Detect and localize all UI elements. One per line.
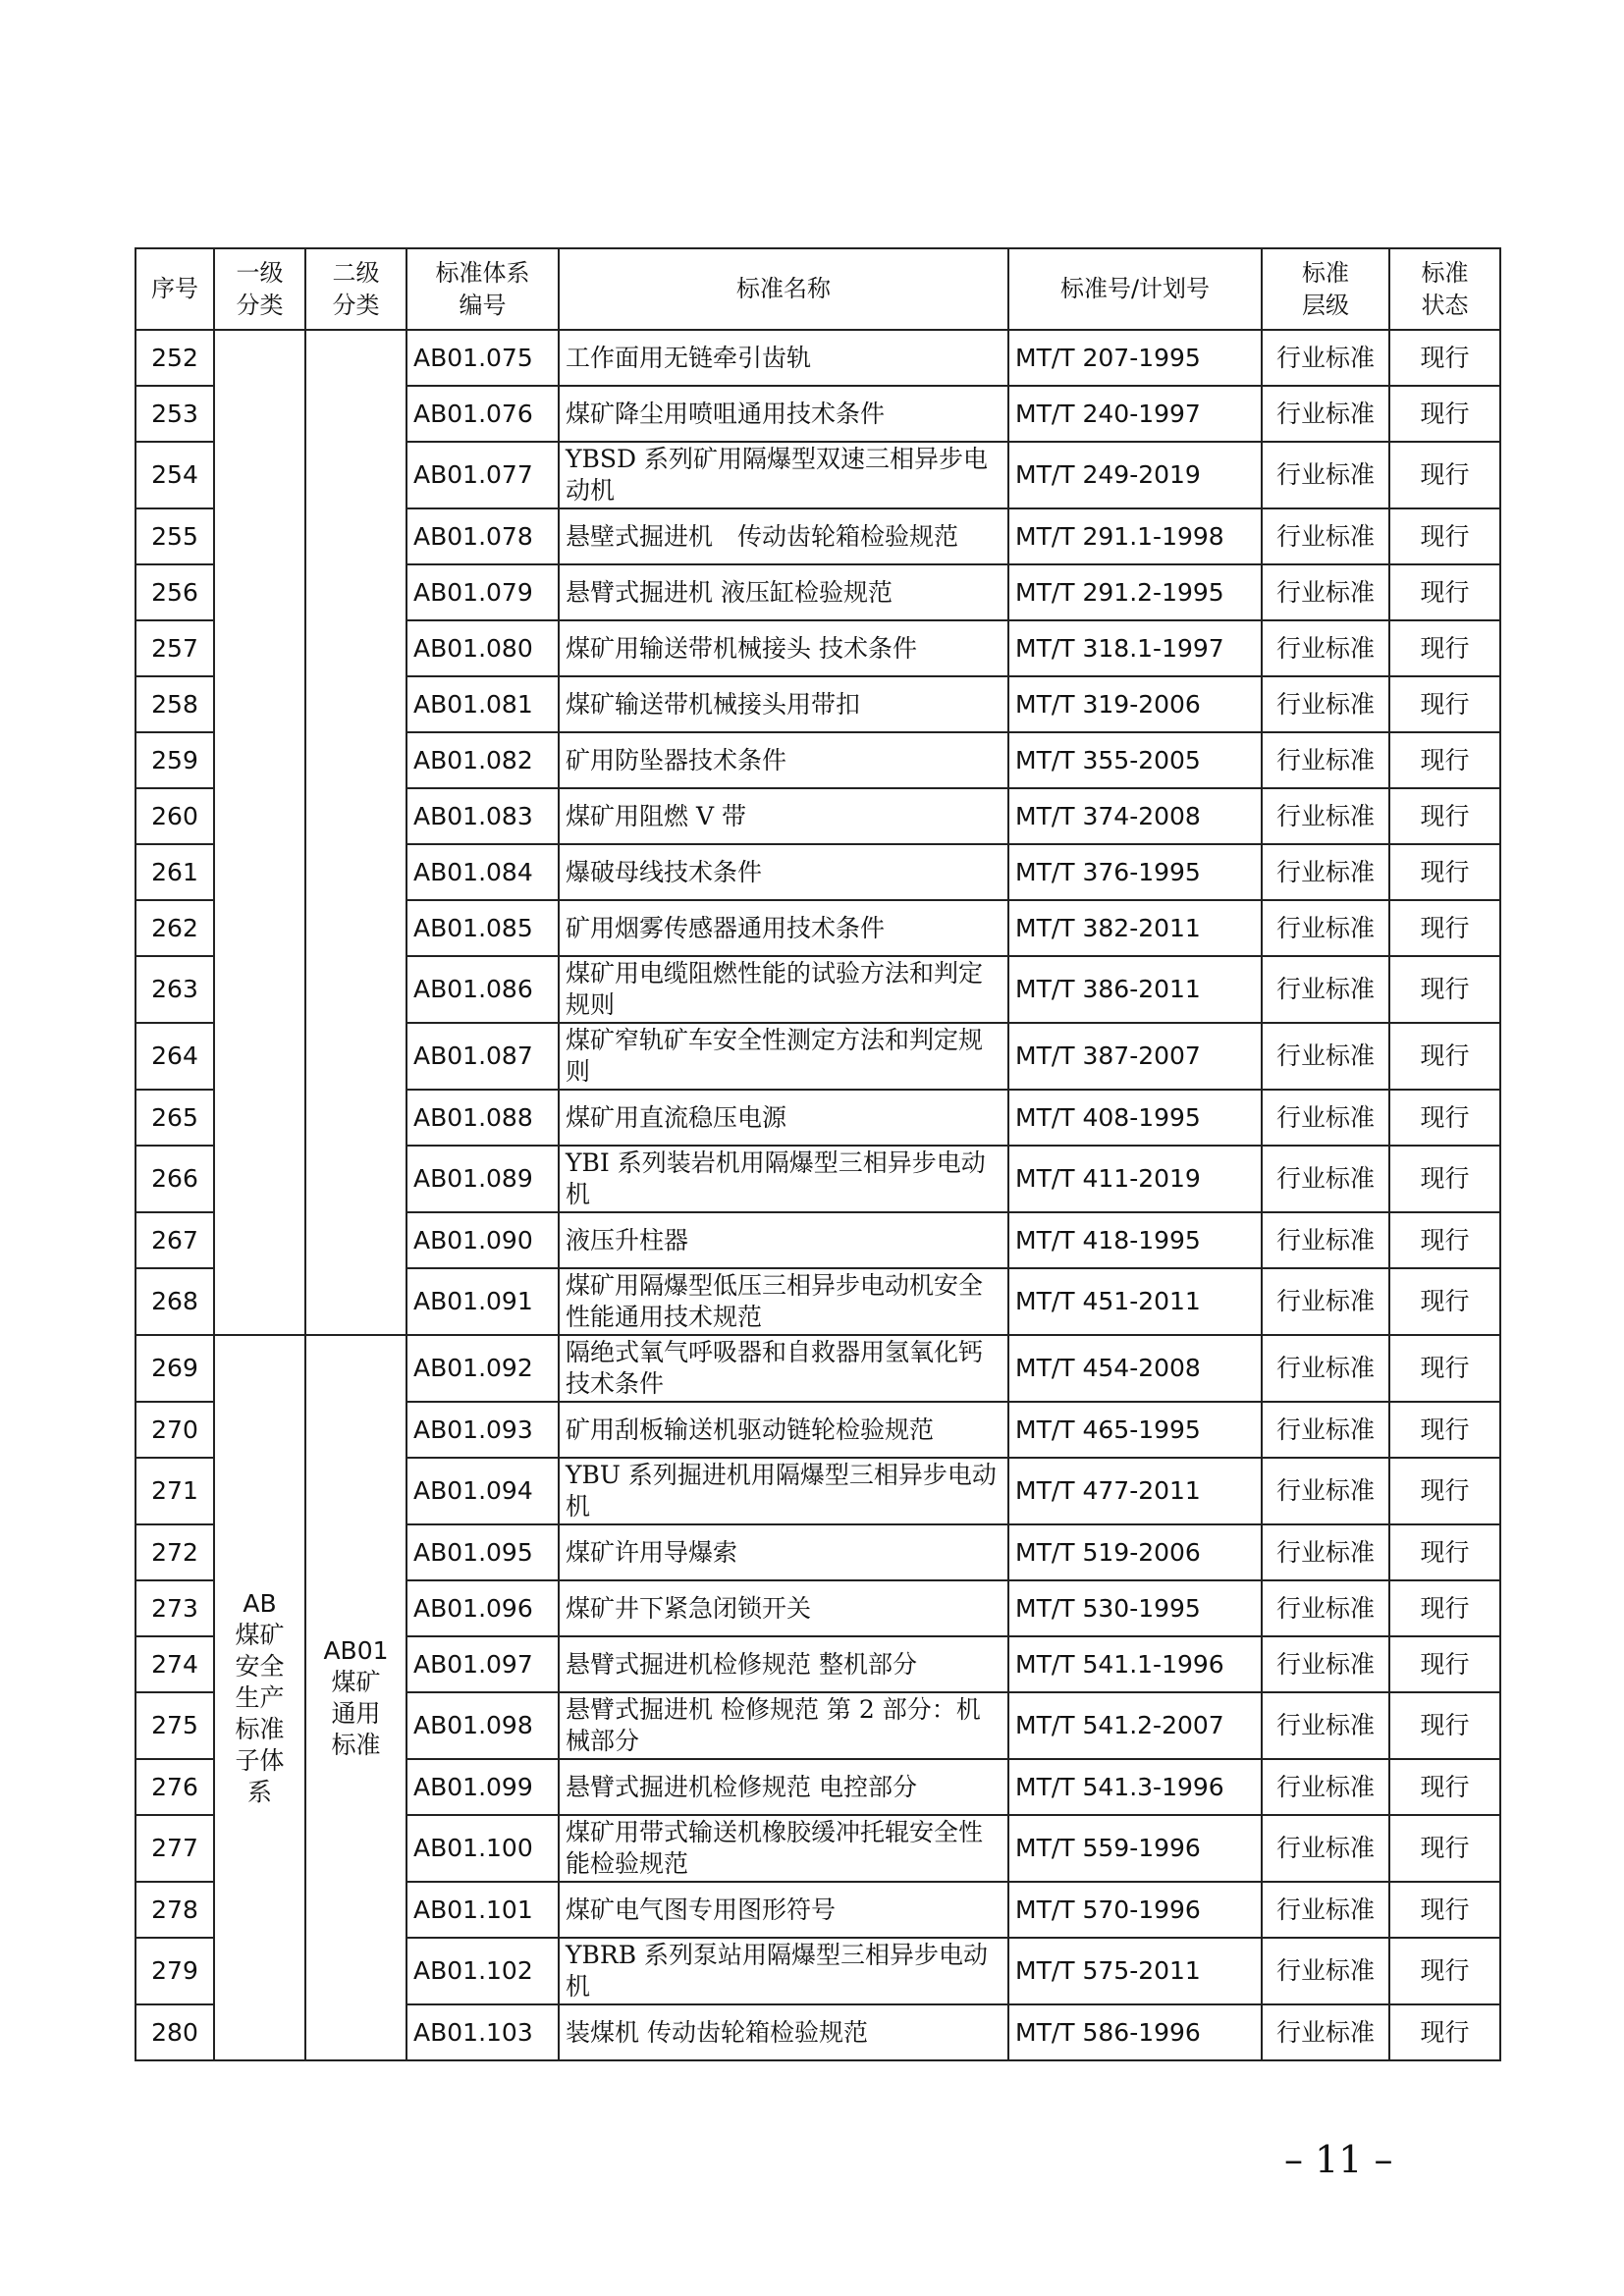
cell-seq: 255 (135, 508, 214, 564)
cell-level: 行业标准 (1262, 844, 1389, 900)
cell-code: AB01.098 (406, 1692, 559, 1759)
header-text-cat1: 一级 分类 (236, 258, 284, 319)
cell-level: 行业标准 (1262, 1023, 1389, 1090)
cell-code: AB01.079 (406, 564, 559, 620)
cell-level: 行业标准 (1262, 1212, 1389, 1268)
cell-seq: 271 (135, 1458, 214, 1524)
cell-level: 行业标准 (1262, 1692, 1389, 1759)
cell-name: 煤矿电气图专用图形符号 (559, 1882, 1008, 1938)
cell-number: MT/T 291.2-1995 (1008, 564, 1262, 620)
cell-status: 现行 (1389, 508, 1500, 564)
cell-number: MT/T 387-2007 (1008, 1023, 1262, 1090)
cell-code: AB01.087 (406, 1023, 559, 1090)
cell-name: 矿用烟雾传感器通用技术条件 (559, 900, 1008, 956)
cell-name: 煤矿降尘用喷咀通用技术条件 (559, 386, 1008, 442)
header-text-cat2: 二级 分类 (332, 258, 380, 319)
cell-status: 现行 (1389, 1636, 1500, 1692)
cell-name: 悬臂式掘进机检修规范 电控部分 (559, 1759, 1008, 1815)
cell-code: AB01.076 (406, 386, 559, 442)
cell-seq: 280 (135, 2004, 214, 2060)
cell-status: 现行 (1389, 956, 1500, 1023)
cell-status: 现行 (1389, 386, 1500, 442)
cell-code: AB01.103 (406, 2004, 559, 2060)
cell-level: 行业标准 (1262, 1402, 1389, 1458)
cell-number: MT/T 570-1996 (1008, 1882, 1262, 1938)
table-row (135, 330, 1500, 386)
cell-level: 行业标准 (1262, 330, 1389, 386)
cell-number: MT/T 418-1995 (1008, 1212, 1262, 1268)
cell-level: 行业标准 (1262, 676, 1389, 732)
cat1-label: AB 煤矿 安全 生产 标准 子体 系 (235, 1588, 285, 1806)
cell-number: MT/T 291.1-1998 (1008, 508, 1262, 564)
cell-code: AB01.097 (406, 1636, 559, 1692)
cell-seq: 276 (135, 1759, 214, 1815)
cell-number: MT/T 451-2011 (1008, 1268, 1262, 1335)
cell-name: 矿用刮板输送机驱动链轮检验规范 (559, 1402, 1008, 1458)
cell-seq: 253 (135, 386, 214, 442)
cell-level: 行业标准 (1262, 442, 1389, 508)
cell-seq: 270 (135, 1402, 214, 1458)
cell-level: 行业标准 (1262, 1938, 1389, 2004)
cell-name: 煤矿井下紧急闭锁开关 (559, 1580, 1008, 1636)
cell-level: 行业标准 (1262, 1580, 1389, 1636)
cell-seq: 263 (135, 956, 214, 1023)
cell-level: 行业标准 (1262, 1458, 1389, 1524)
cell-seq: 264 (135, 1023, 214, 1090)
cell-status: 现行 (1389, 1524, 1500, 1580)
cell-name: YBSD 系列矿用隔爆型双速三相异步电动机 (559, 442, 1008, 508)
cell-status: 现行 (1389, 732, 1500, 788)
cell-code: AB01.094 (406, 1458, 559, 1524)
cell-level: 行业标准 (1262, 508, 1389, 564)
cell-code: AB01.099 (406, 1759, 559, 1815)
cell-number: MT/T 376-1995 (1008, 844, 1262, 900)
cell-code: AB01.091 (406, 1268, 559, 1335)
cell-seq: 258 (135, 676, 214, 732)
header-cat2 (305, 248, 406, 330)
cell-code: AB01.077 (406, 442, 559, 508)
cell-number: MT/T 355-2005 (1008, 732, 1262, 788)
cell-status: 现行 (1389, 2004, 1500, 2060)
cell-name: YBRB 系列泵站用隔爆型三相异步电动机 (559, 1938, 1008, 2004)
cell-name: 悬臂式掘进机 检修规范 第 2 部分：机械部分 (559, 1692, 1008, 1759)
cell-status: 现行 (1389, 620, 1500, 676)
cell-status: 现行 (1389, 1212, 1500, 1268)
cell-seq: 278 (135, 1882, 214, 1938)
cell-name: 煤矿用电缆阻燃性能的试验方法和判定规则 (559, 956, 1008, 1023)
cell-name: 煤矿许用导爆索 (559, 1524, 1008, 1580)
cell-number: MT/T 519-2006 (1008, 1524, 1262, 1580)
cell-number: MT/T 454-2008 (1008, 1335, 1262, 1402)
cell-number: MT/T 541.3-1996 (1008, 1759, 1262, 1815)
cell-name: 煤矿用输送带机械接头 技术条件 (559, 620, 1008, 676)
cell-number: MT/T 586-1996 (1008, 2004, 1262, 2060)
cell-seq: 279 (135, 1938, 214, 2004)
cell-status: 现行 (1389, 900, 1500, 956)
header-status (1389, 248, 1500, 330)
cell-status: 现行 (1389, 564, 1500, 620)
cell-number: MT/T 386-2011 (1008, 956, 1262, 1023)
cell-code: AB01.096 (406, 1580, 559, 1636)
cell-seq: 262 (135, 900, 214, 956)
cell-seq: 261 (135, 844, 214, 900)
cell-name: 煤矿用阻燃 V 带 (559, 788, 1008, 844)
cell-seq: 272 (135, 1524, 214, 1580)
header-text-code: 标准体系 编号 (435, 258, 530, 319)
cell-level: 行业标准 (1262, 1146, 1389, 1212)
cell-level: 行业标准 (1262, 1759, 1389, 1815)
cell-status: 现行 (1389, 1268, 1500, 1335)
cell-name: 煤矿输送带机械接头用带扣 (559, 676, 1008, 732)
cell-code: AB01.078 (406, 508, 559, 564)
cell-status: 现行 (1389, 1402, 1500, 1458)
cell-cat2-group-b (305, 1335, 406, 2060)
cell-name: 液压升柱器 (559, 1212, 1008, 1268)
cell-status: 现行 (1389, 1090, 1500, 1146)
cell-code: AB01.082 (406, 732, 559, 788)
cell-status: 现行 (1389, 1938, 1500, 2004)
cell-seq: 252 (135, 330, 214, 386)
cell-name: 悬臂式掘进机检修规范 整机部分 (559, 1636, 1008, 1692)
table-header-row (135, 248, 1500, 330)
cell-name: 煤矿窄轨矿车安全性测定方法和判定规则 (559, 1023, 1008, 1090)
cell-status: 现行 (1389, 676, 1500, 732)
cell-level: 行业标准 (1262, 1268, 1389, 1335)
cell-name: 隔绝式氧气呼吸器和自救器用氢氧化钙技术条件 (559, 1335, 1008, 1402)
cell-code: AB01.095 (406, 1524, 559, 1580)
cell-level: 行业标准 (1262, 1882, 1389, 1938)
cell-code: AB01.084 (406, 844, 559, 900)
cell-status: 现行 (1389, 1759, 1500, 1815)
header-code (406, 248, 559, 330)
cell-level: 行业标准 (1262, 1524, 1389, 1580)
cell-seq: 260 (135, 788, 214, 844)
cell-cat1-group-a (214, 330, 305, 1335)
cell-status: 现行 (1389, 442, 1500, 508)
cell-status: 现行 (1389, 1146, 1500, 1212)
cell-level: 行业标准 (1262, 386, 1389, 442)
header-number: 标准号/计划号 (1008, 248, 1262, 330)
cell-cat1-group-b (214, 1335, 305, 2060)
cell-status: 现行 (1389, 1580, 1500, 1636)
cell-code: AB01.089 (406, 1146, 559, 1212)
cell-status: 现行 (1389, 1335, 1500, 1402)
cell-name: YBI 系列装岩机用隔爆型三相异步电动机 (559, 1146, 1008, 1212)
cell-name: 煤矿用直流稳压电源 (559, 1090, 1008, 1146)
cell-seq: 275 (135, 1692, 214, 1759)
cell-name: 装煤机 传动齿轮箱检验规范 (559, 2004, 1008, 2060)
cell-seq: 254 (135, 442, 214, 508)
cell-number: MT/T 240-1997 (1008, 386, 1262, 442)
cell-name: 工作面用无链牵引齿轨 (559, 330, 1008, 386)
cell-level: 行业标准 (1262, 788, 1389, 844)
cell-seq: 273 (135, 1580, 214, 1636)
cell-level: 行业标准 (1262, 620, 1389, 676)
cell-name: 矿用防坠器技术条件 (559, 732, 1008, 788)
table-row (135, 1335, 1500, 1402)
cell-number: MT/T 559-1996 (1008, 1815, 1262, 1882)
header-text-level: 标准 层级 (1302, 258, 1349, 319)
cell-number: MT/T 530-1995 (1008, 1580, 1262, 1636)
cell-level: 行业标准 (1262, 2004, 1389, 2060)
cell-seq: 267 (135, 1212, 214, 1268)
cell-number: MT/T 318.1-1997 (1008, 620, 1262, 676)
cell-level: 行业标准 (1262, 900, 1389, 956)
cell-status: 现行 (1389, 844, 1500, 900)
header-cat1 (214, 248, 305, 330)
cell-number: MT/T 411-2019 (1008, 1146, 1262, 1212)
cell-code: AB01.086 (406, 956, 559, 1023)
cell-number: MT/T 477-2011 (1008, 1458, 1262, 1524)
cell-name: 煤矿用带式输送机橡胶缓冲托辊安全性能检验规范 (559, 1815, 1008, 1882)
cell-seq: 277 (135, 1815, 214, 1882)
cell-level: 行业标准 (1262, 956, 1389, 1023)
cell-code: AB01.100 (406, 1815, 559, 1882)
cell-code: AB01.093 (406, 1402, 559, 1458)
cell-code: AB01.085 (406, 900, 559, 956)
cell-name: 悬臂式掘进机 液压缸检验规范 (559, 564, 1008, 620)
cell-seq: 269 (135, 1335, 214, 1402)
cell-code: AB01.090 (406, 1212, 559, 1268)
cell-code: AB01.083 (406, 788, 559, 844)
cell-code: AB01.101 (406, 1882, 559, 1938)
cell-name: 悬壁式掘进机 传动齿轮箱检验规范 (559, 508, 1008, 564)
header-text-status: 标准 状态 (1421, 258, 1469, 319)
cell-seq: 268 (135, 1268, 214, 1335)
cell-code: AB01.081 (406, 676, 559, 732)
cell-code: AB01.088 (406, 1090, 559, 1146)
cell-number: MT/T 249-2019 (1008, 442, 1262, 508)
header-level (1262, 248, 1389, 330)
cell-level: 行业标准 (1262, 564, 1389, 620)
cell-code: AB01.092 (406, 1335, 559, 1402)
cell-number: MT/T 541.1-1996 (1008, 1636, 1262, 1692)
cell-level: 行业标准 (1262, 1815, 1389, 1882)
cell-status: 现行 (1389, 1458, 1500, 1524)
cell-number: MT/T 319-2006 (1008, 676, 1262, 732)
cell-level: 行业标准 (1262, 1636, 1389, 1692)
cell-status: 现行 (1389, 330, 1500, 386)
header-name: 标准名称 (559, 248, 1008, 330)
cell-cat2-group-a (305, 330, 406, 1335)
cell-seq: 257 (135, 620, 214, 676)
cell-number: MT/T 207-1995 (1008, 330, 1262, 386)
header-seq: 序号 (135, 248, 214, 330)
cell-code: AB01.102 (406, 1938, 559, 2004)
cell-seq: 256 (135, 564, 214, 620)
standards-table (135, 247, 1501, 2061)
cell-code: AB01.075 (406, 330, 559, 386)
cell-status: 现行 (1389, 1692, 1500, 1759)
cell-number: MT/T 382-2011 (1008, 900, 1262, 956)
cell-number: MT/T 541.2-2007 (1008, 1692, 1262, 1759)
cell-name: 煤矿用隔爆型低压三相异步电动机安全性能通用技术规范 (559, 1268, 1008, 1335)
cell-level: 行业标准 (1262, 1090, 1389, 1146)
cell-status: 现行 (1389, 788, 1500, 844)
cell-name: YBU 系列掘进机用隔爆型三相异步电动机 (559, 1458, 1008, 1524)
cell-code: AB01.080 (406, 620, 559, 676)
cell-number: MT/T 575-2011 (1008, 1938, 1262, 2004)
cell-seq: 266 (135, 1146, 214, 1212)
cat2-label: AB01 煤矿 通用 标准 (323, 1635, 389, 1759)
cell-seq: 259 (135, 732, 214, 788)
cell-level: 行业标准 (1262, 732, 1389, 788)
page-number: – 11 – (1284, 2138, 1393, 2181)
cell-number: MT/T 465-1995 (1008, 1402, 1262, 1458)
cell-status: 现行 (1389, 1023, 1500, 1090)
cell-number: MT/T 408-1995 (1008, 1090, 1262, 1146)
cell-status: 现行 (1389, 1882, 1500, 1938)
cell-seq: 274 (135, 1636, 214, 1692)
cell-status: 现行 (1389, 1815, 1500, 1882)
cell-number: MT/T 374-2008 (1008, 788, 1262, 844)
cell-seq: 265 (135, 1090, 214, 1146)
cell-level: 行业标准 (1262, 1335, 1389, 1402)
cell-name: 爆破母线技术条件 (559, 844, 1008, 900)
